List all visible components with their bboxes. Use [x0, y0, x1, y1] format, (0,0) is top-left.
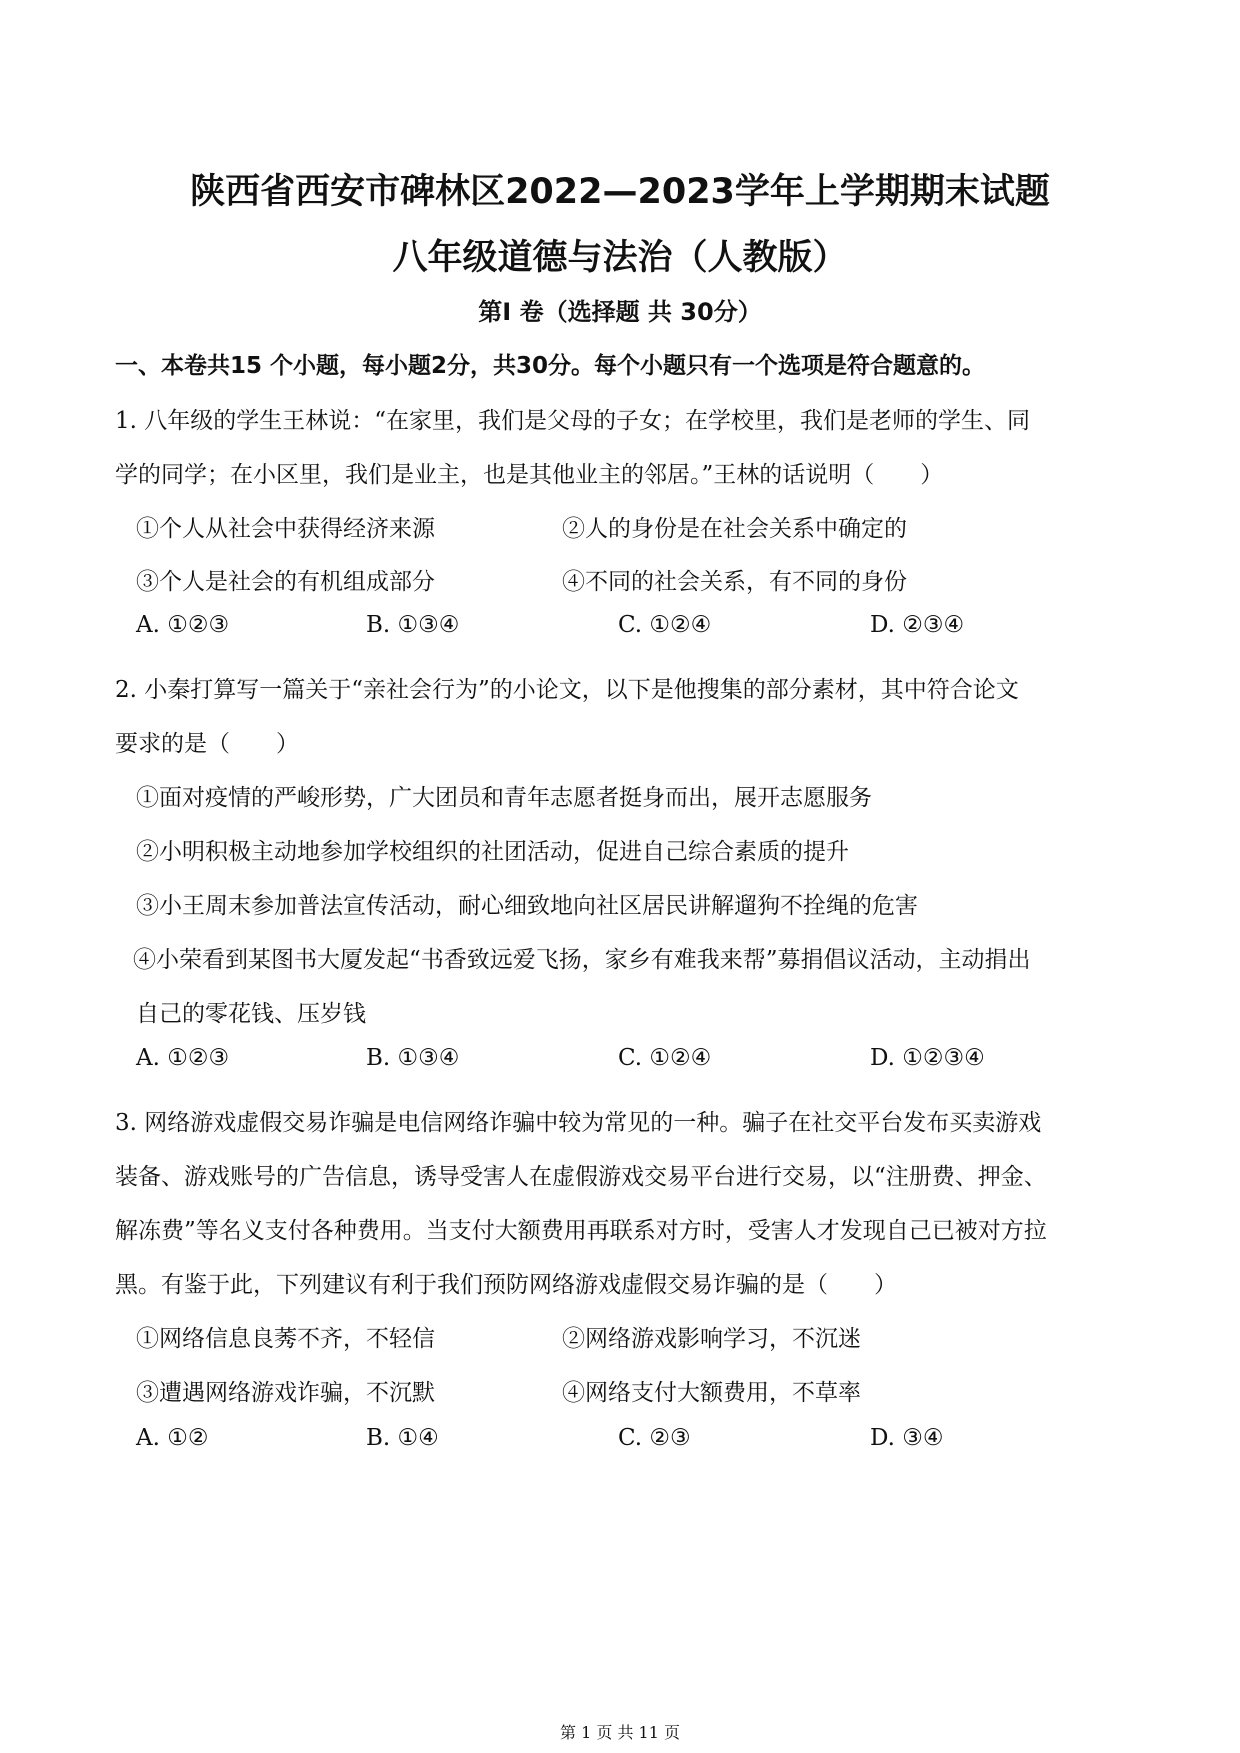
option-d: D. ③④ [870, 1425, 944, 1451]
option-b: B. ①③④ [366, 612, 460, 638]
exam-subtitle: 八年级道德与法治（人教版） [392, 238, 848, 278]
statement: ①面对疫情的严峻形势，广大团员和青年志愿者挺身而出，展开志愿服务 [136, 785, 872, 811]
exam-title: 陕西省西安市碑林区2022—2023学年上学期期末试题 [190, 172, 1050, 212]
option-b: B. ①③④ [366, 1045, 460, 1071]
statement: ①网络信息良莠不齐，不轻信 [136, 1326, 435, 1352]
statement: ②小明积极主动地参加学校组织的社团活动，促进自己综合素质的提升 [136, 839, 849, 865]
option-a: A. ①② [136, 1425, 209, 1451]
option-a: A. ①②③ [136, 612, 230, 638]
statement: ③个人是社会的有机组成部分 [136, 569, 435, 595]
statement: ①个人从社会中获得经济来源 [136, 516, 435, 542]
option-b: B. ①④ [366, 1425, 439, 1451]
statement-continuation: 自己的零花钱、压岁钱 [136, 1001, 366, 1027]
section-instruction: 一、本卷共15 个小题，每小题2分，共30分。每个小题只有一个选项是符合题意的。 [115, 353, 986, 379]
question-stem-line: 解冻费”等名义支付各种费用。当支付大额费用再联系对方时，受害人才发现自己已被对方拉 [115, 1218, 1047, 1244]
part-title: 第Ⅰ 卷（选择题 共 30分） [478, 298, 762, 326]
statement: ④不同的社会关系，有不同的身份 [562, 569, 907, 595]
page-number: 第 1 页 共 11 页 [560, 1723, 680, 1742]
question-stem-line: 黑。有鉴于此，下列建议有利于我们预防网络游戏虚假交易诈骗的是（ ） [115, 1272, 897, 1298]
option-d: D. ②③④ [870, 612, 965, 638]
option-c: C. ①②④ [618, 1045, 712, 1071]
option-a: A. ①②③ [136, 1045, 230, 1071]
question-stem-line: 3. 网络游戏虚假交易诈骗是电信网络诈骗中较为常见的一种。骗子在社交平台发布买卖游戏 [115, 1110, 1042, 1136]
statement: ②网络游戏影响学习，不沉迷 [562, 1326, 861, 1352]
statement: ④小荣看到某图书大厦发起“书香致远爱飞扬，家乡有难我来帮”募捐倡议活动，主动捐出 [133, 947, 1031, 973]
statement: ③遭遇网络游戏诈骗，不沉默 [136, 1380, 435, 1406]
question-stem-line: 要求的是（ ） [115, 731, 299, 757]
option-c: C. ②③ [618, 1425, 691, 1451]
statement: ④网络支付大额费用，不草率 [562, 1380, 861, 1406]
option-d: D. ①②③④ [870, 1045, 985, 1071]
question-stem-line: 2. 小秦打算写一篇关于“亲社会行为”的小论文，以下是他搜集的部分素材，其中符合论文 [115, 677, 1019, 703]
question-stem-line: 装备、游戏账号的广告信息，诱导受害人在虚假游戏交易平台进行交易，以“注册费、押金、 [115, 1164, 1047, 1190]
statement: ②人的身份是在社会关系中确定的 [562, 516, 907, 542]
option-c: C. ①②④ [618, 612, 712, 638]
question-stem-line: 1. 八年级的学生王林说：“在家里，我们是父母的子女；在学校里，我们是老师的学生、同 [115, 408, 1031, 434]
question-stem-line: 学的同学；在小区里，我们是业主，也是其他业主的邻居。”王林的话说明（ ） [115, 462, 944, 488]
statement: ③小王周末参加普法宣传活动，耐心细致地向社区居民讲解遛狗不拴绳的危害 [136, 893, 918, 919]
